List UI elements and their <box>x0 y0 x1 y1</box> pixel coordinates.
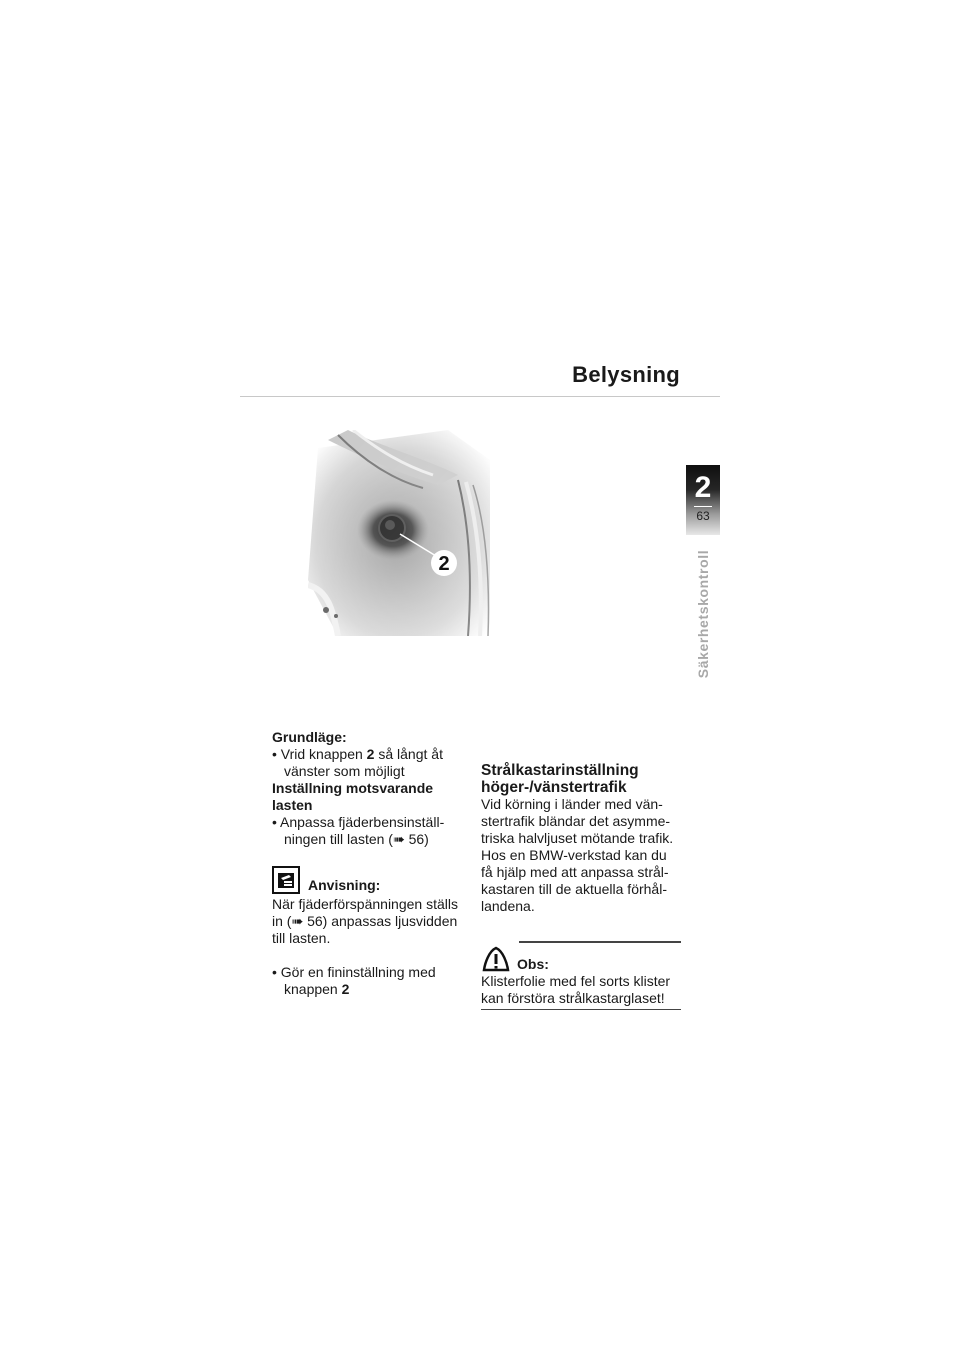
warning-text: Klisterfolie med fel sorts klister kan förstöra strålkastarglaset! <box>481 973 681 1010</box>
heading-basic-position: Grundläge: <box>272 729 347 745</box>
note-icon <box>272 866 300 894</box>
note-header <box>272 866 467 894</box>
chapter-number: 2 <box>694 471 712 504</box>
page-title: Belysning <box>572 362 680 387</box>
callout-number: 2 <box>438 553 450 575</box>
left-column <box>272 729 467 998</box>
warning-title: Obs: <box>517 956 549 972</box>
section-heading: Strålkastarinställning höger-/vänstertrafik <box>481 762 639 796</box>
page-number: 63 <box>696 509 710 523</box>
chapter-tab <box>686 465 720 535</box>
warning-icon <box>481 945 511 973</box>
headlight-adjuster-photo <box>308 430 490 636</box>
section-label: Säkerhetskontroll <box>695 549 711 679</box>
list-item: • Gör en fininställning med knappen 2 <box>272 964 436 997</box>
list-item: • Vrid knappen 2 så långt åt vänster som möjligt <box>272 746 443 779</box>
note-title: Anvisning: <box>308 877 381 893</box>
note-text: När fjäderförspänningen ställs in (➠ 56) anpassas ljusvidden till lasten. <box>272 896 458 946</box>
title-divider <box>240 396 720 397</box>
right-column <box>481 762 681 1010</box>
chapter-tab-divider <box>694 506 712 507</box>
warning-block <box>481 941 681 1010</box>
heading-load-setting: Inställning motsvarande lasten <box>272 780 434 813</box>
section-body: Vid körning i länder med vän-stertrafik bländar det asymme-triska halvljuset mötande trafik. Hos en BMW-verkstad kan du få hjälp med att anpassa strål-kastaren till de aktuella förhål-landena. <box>481 796 674 914</box>
list-item: • Anpassa fjäderbensinställ-ningen till lasten (➠ 56) <box>272 814 445 847</box>
